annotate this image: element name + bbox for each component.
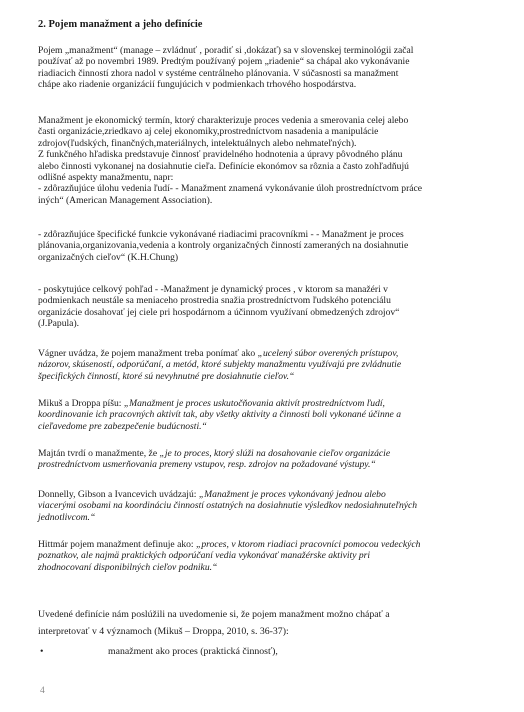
paragraph-overview — [38, 284, 494, 330]
text-line: (J.Papula). — [38, 318, 80, 330]
paragraph-hittmar — [38, 539, 494, 573]
quote-text: „je to proces, ktorý slúži na dosahovanie cieľov organizácie — [159, 448, 391, 459]
paragraph-mikus-droppa — [38, 398, 494, 432]
text-line: viacerými osobami na koordináciu činností ostatných na dosiahnutie výsledkov nedosiahnuteľných — [38, 500, 418, 512]
quote-intro: Hittmár pojem manažment definuje ako: — [38, 539, 196, 550]
paragraph-majtan — [38, 448, 494, 471]
paragraph-intro — [38, 45, 494, 91]
paragraph-summary — [38, 606, 494, 640]
text-line: prostredníctvom usmerňovania premeny vstupov, resp. zdrojov na požadované výstupy.“ — [38, 459, 376, 471]
quote-text: „ucelený súbor overených prístupov, — [257, 348, 399, 359]
text-line: zhodnocovaní disponibilných cieľov podniku.“ — [38, 561, 218, 573]
bullet-icon: • — [40, 646, 44, 657]
text-line: cieľavedome pre zabezpečenie budúcnosti.“ — [38, 420, 207, 432]
text-line: Z funkčného hľadiska predstavuje činnosť pravidelného hodnotenia a úpravy pôvodného plánu — [38, 149, 403, 161]
text-line: alebo činnosti vykonanej na dosiahnutie cieľa. Definície ekonómov sa rôznia a často zohľadňujú — [38, 160, 409, 172]
text-line: - zdôrazňujúce špecifické funkcie vykonávané riadiacimi pracovníkmi - - Manažment je proces — [38, 229, 404, 240]
text-line: riadiacich činností zhora nadol v systéme centrálneho plánovania. V súčasnosti sa manažment — [38, 67, 399, 79]
text-line: Uvedené definície nám poslúžili na uvedomenie si, že pojem manažment možno chápať a — [38, 609, 390, 620]
text-line — [38, 539, 494, 550]
text-line: chápe ako riadenie organizácií fungujúcich v podmienkach trhového hospodárstva. — [38, 79, 357, 91]
text-line: odlišné aspekty manažmentu, napr: — [38, 172, 174, 184]
text-line: koordinovanie ich pracovných aktivít tak, aby všetky aktivity a činnosti boli vykonané účinne a — [38, 409, 402, 421]
text-line: Manažment je ekonomický termín, ktorý charakterizuje proces vedenia a smerovania celej alebo — [38, 115, 409, 126]
text-line: názorov, skúseností, odporúčaní, a metód, ktoré subjekty manažmentu využívajú pre zvládnutie — [38, 359, 402, 371]
text-line — [38, 348, 494, 359]
paragraph-definition — [38, 115, 494, 206]
text-line: jednotlivcom.“ — [38, 511, 96, 523]
quote-text: „Manažment je proces vykonávaný jednou alebo — [198, 489, 386, 500]
text-line: - poskytujúce celkový pohľad - -Manažment je dynamický proces , v ktorom sa manažéri v — [38, 284, 388, 295]
section-title: 2. Pojem manažment a jeho definície — [38, 19, 203, 30]
text-line: organizácie dosahovať jej ciele pri hospodárnom a účinnom využívaní obmedzených zdrojov“ — [38, 306, 400, 318]
text-line: Pojem „manažment“ (manage – zvládnuť , poradiť si ,dokázať) sa v slovenskej terminológii začal — [38, 45, 414, 56]
quote-intro: Donnelly, Gibson a Ivancevich uvádzajú: — [38, 489, 199, 500]
text-line: špecifických činností, ktoré sú nevyhnutné pre dosiahnutie cieľov.“ — [38, 370, 295, 382]
paragraph-donnelly — [38, 489, 494, 523]
text-line: zdrojov(ľudských, finančných,materiálnych, intelektuálnych alebo nehmateľných). — [38, 137, 357, 149]
quote-text: „Manažment je proces uskutočňovania aktivít prostredníctvom ľudí, — [123, 398, 385, 409]
text-line: organizačných cieľov“ (K.H.Chung) — [38, 251, 179, 263]
bullet-text: manažment ako proces (praktická činnosť), — [108, 646, 278, 657]
page-number: 4 — [40, 686, 45, 696]
quote-intro: Majtán tvrdí o manažmente, že — [38, 448, 160, 459]
text-line — [38, 398, 494, 409]
text-line: podmienkach neustále sa meniaceho prostredia snažia prostredníctvom ľudského potenciálu — [38, 295, 391, 307]
text-line: časti organizácie,zriedkavo aj celej ekonomiky,prostredníctvom nasadenia a manipulácie — [38, 126, 379, 138]
text-line — [38, 489, 494, 500]
text-line: interpretovať v 4 významoch (Mikuš – Droppa, 2010, s. 36-37): — [38, 626, 289, 637]
text-line: iných“ (American Management Association). — [38, 194, 213, 206]
text-line — [38, 448, 494, 459]
quote-intro: Vágner uvádza, že pojem manažment treba ponímať ako — [38, 348, 258, 359]
text-line: plánovania,organizovania,vedenia a kontroly organizačných činností zameraných na dosiahnutie — [38, 240, 409, 252]
text-line: používať až po novembri 1989. Predtým používaný pojem „riadenie“ sa chápal ako vykonávanie — [38, 56, 410, 68]
paragraph-vagner — [38, 348, 494, 382]
text-line: - zdôrazňujúce úlohu vedenia ľudí- - Manažment znamená vykonávanie úloh prostredníctvom práce — [38, 183, 423, 195]
paragraph-functions — [38, 229, 494, 263]
quote-text: „proces, v ktorom riadiaci pracovníci pomocou vedeckých — [195, 539, 421, 550]
text-line: poznatkov, ale najmä praktických odporúčaní vedia vykonávať manažérske aktivity pri — [38, 550, 371, 562]
quote-intro: Mikuš a Droppa píšu: — [38, 398, 124, 409]
